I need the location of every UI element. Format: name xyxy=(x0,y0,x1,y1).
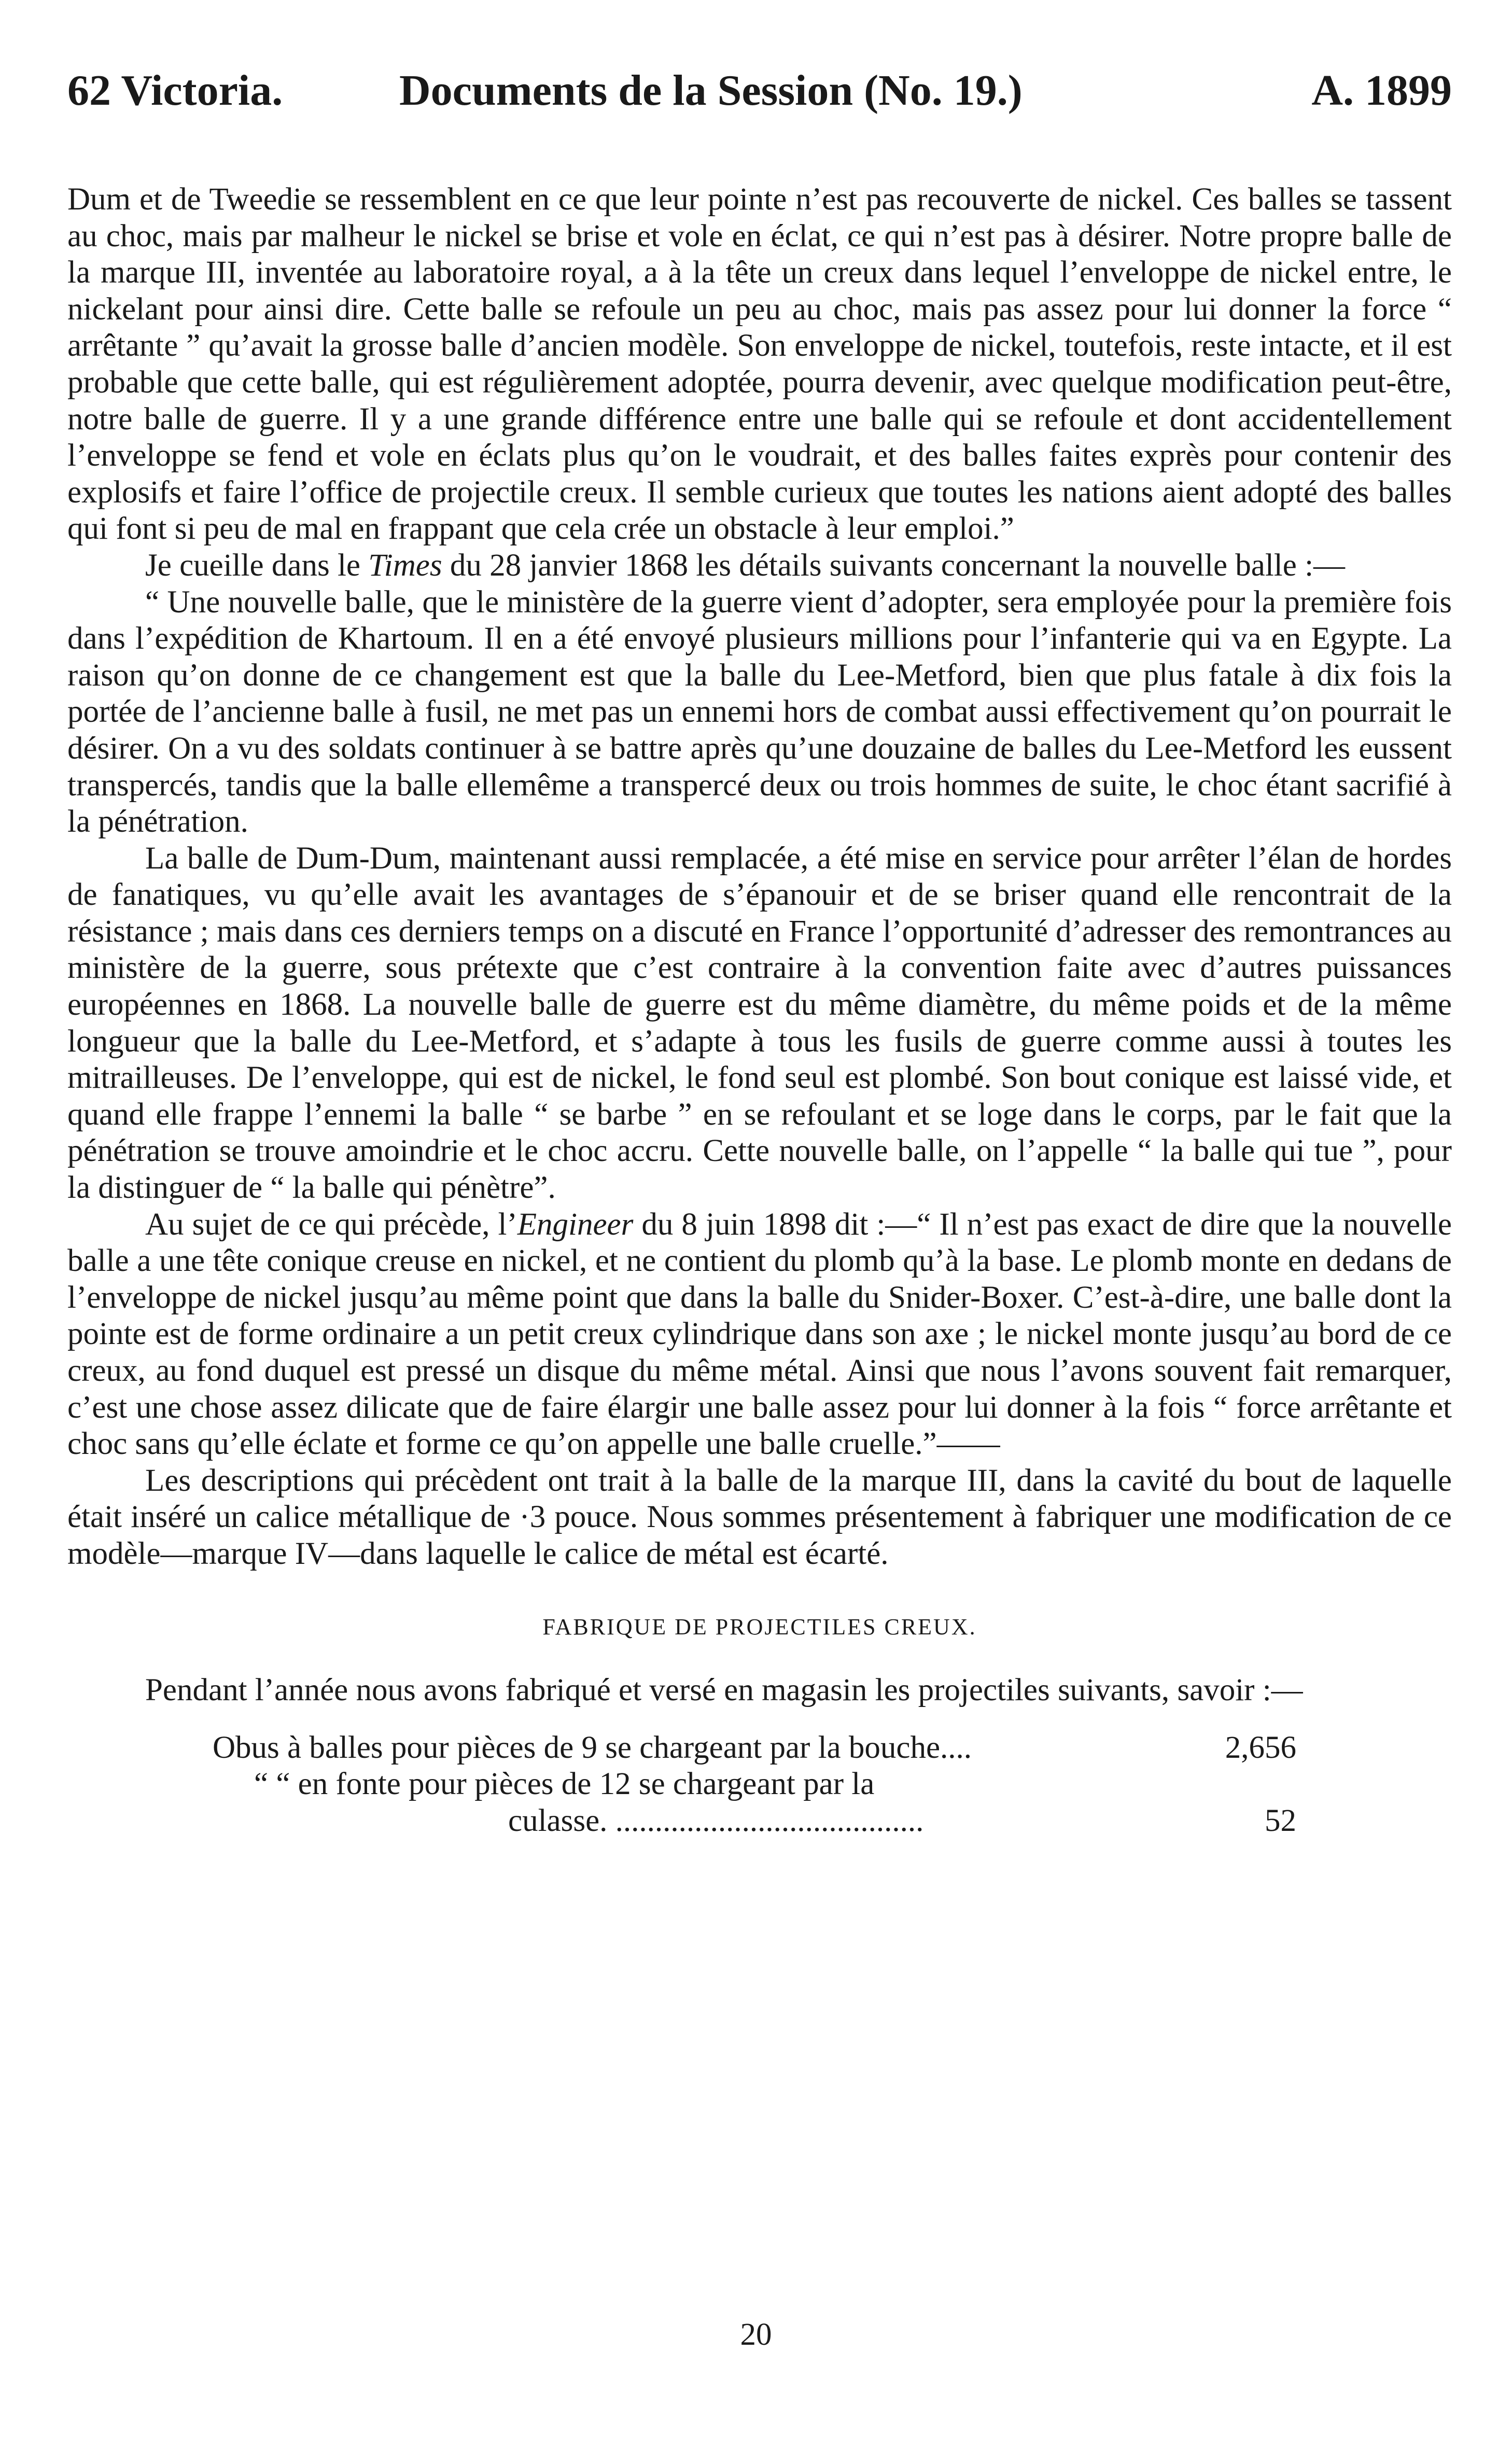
header-volume: 62 Victoria. xyxy=(67,66,283,115)
item-value: 52 xyxy=(1265,1803,1296,1838)
body-text xyxy=(67,181,1452,1709)
paragraph-times-intro xyxy=(67,548,1452,584)
document-page xyxy=(67,62,1452,1840)
engineer-intro-before: Au sujet de ce qui précède, l’ xyxy=(145,1207,517,1242)
item-label: “ “ en fonte pour pièces de 12 se chargeant par la xyxy=(254,1767,875,1802)
page-number: 20 xyxy=(740,2317,772,2352)
times-intro-before: Je cueille dans le xyxy=(145,548,369,583)
header-year: A. 1899 xyxy=(1311,66,1452,115)
section-title: FABRIQUE DE PROJECTILES CREUX. xyxy=(542,1614,977,1640)
header-title: Documents de la Session (No. 19.) xyxy=(399,66,1023,115)
list-item xyxy=(67,1766,1452,1803)
paragraph-continuation: Dum et de Tweedie se ressemblent en ce que leur pointe n’est pas recouverte de nickel. Ces balles se tassent au choc, mais par malheur le nickel se brise et vole en éclat, ce qui n’est pas à désirer. Notre propre balle de la marque III, inventée au laboratoire royal, a à la tête un creux dans lequel l’enveloppe de nickel entre, le nickelant pour ainsi dire. Cette balle se refoule un peu au choc, mais pas assez pour lui donner la force “ arrêtante ” qu’avait la grosse balle d’ancien modèle. Son enveloppe de nickel, toutefois, reste intacte, et il est probable que cette balle, qui est régulièrement adoptée, pourra devenir, avec quelque modification peut-être, notre balle de guerre. Il y a une grande différence entre une balle qui se refoule et dont accidentellement l’enveloppe se fend et vole en éclats plus qu’on le voudrait, et des balles faites exprès pour contenir des explosifs et faire l’office de projectile creux. Il semble curieux que toutes les nations aient adopté des balles qui font si peu de mal en frappant que cela crée un obstacle à leur emploi.” xyxy=(67,182,1452,547)
running-header xyxy=(67,62,1452,119)
list-item xyxy=(67,1730,1452,1767)
engineer-intro-after: du 8 juin 1898 dit :—“ Il n’est pas exact xyxy=(633,1207,1163,1242)
paragraph-engineer xyxy=(67,1207,1452,1463)
item-label: culasse. ....................................... xyxy=(508,1803,924,1838)
paragraph-quote-new-bullet: “ Une nouvelle balle, que le ministère de la guerre vient d’adopter, sera employée pour la première fois dans l’expédition de Khartoum. Il en a été envoyé plusieurs millions pour l’infanterie qui va en Egypte. La raison qu’on donne de ce changement est que la balle du Lee-Metford, bien que plus fatale à dix fois la portée de l’ancienne balle à fusil, ne met pas un ennemi hors de combat aussi effectivement qu’on pourrait le désirer. On a vu des soldats continuer à se battre après qu’une douzaine de balles du Lee-Metford les eussent transpercés, tandis que la balle ellemême a transpercé deux ou trois hommes de suite, le choc étant sacrifié à la pénétration. xyxy=(67,584,1452,839)
engineer-title: Engineer xyxy=(517,1207,634,1242)
item-label: Obus à balles pour pièces de 9 se chargeant par la bouche.... xyxy=(213,1730,972,1765)
engineer-quote: de dire que la nouvelle balle a une tête conique creuse en nickel, et ne contient du plomb qu’à la base. Le plomb monte en dedans de l’enveloppe de nickel jusqu’au même point que dans la balle du Snider-Boxer. C’est-à-dire, une balle dont la pointe est de forme ordinaire a un petit creux cylindrique dans son axe ; le nickel monte jusqu’au bord de ce creux, au fond duquel est pressé un disque du même métal. Ainsi que nous l’avons souvent fait remarquer, c’est une chose assez dilicate que de faire élargir une balle assez pour lui donner à la fois “ force arrêtante et choc sans qu’elle éclate et forme ce qu’on appelle une balle cruelle.”—— xyxy=(67,1207,1452,1462)
paragraph-dum-dum: La balle de Dum-Dum, maintenant aussi remplacée, a été mise en service pour arrêter l’élan de hordes de fanatiques, vu qu’elle avait les avantages de s’épanouir et de se briser quand elle rencontrait de la résistance ; mais dans ces derniers temps on a discuté en France l’opportunité d’adresser des remontrances au ministère de la guerre, sous prétexte que c’est contraire à la convention faite avec d’autres puissances européennes en 1868. La nouvelle balle de guerre est du même diamètre, du même poids et de la même longueur que la balle du Lee-Metford, et s’adapte à tous les fusils de guerre comme aussi à toutes les mitrailleuses. De l’enveloppe, qui est de nickel, le fond seul est plombé. Son bout conique est laissé vide, et quand elle frappe l’ennemi la balle “ se barbe ” en se refoulant et se loge dans le corps, par le fait que la pénétration se trouve amoindrie et le choc accru. Cette nouvelle balle, on l’appelle “ la balle qui tue ”, pour la distinguer de “ la balle qui pénètre”. xyxy=(67,841,1452,1206)
paragraph-descriptions: Les descriptions qui précèdent ont trait à la balle de la marque III, dans la cavité du bout de laquelle était inséré un calice métallique de ·3 pouce. Nous sommes présentement à fabriquer une modification de ce modèle—marque IV—dans laquelle le calice de métal est écarté. xyxy=(67,1463,1452,1571)
projectile-list xyxy=(67,1730,1452,1840)
paragraph-section-intro: Pendant l’année nous avons fabriqué et versé en magasin les projectiles suivants, savoir :— xyxy=(145,1673,1303,1708)
list-item xyxy=(67,1803,1452,1840)
times-intro-after: du 28 janvier 1868 les détails suivants concernant la nouvelle balle :— xyxy=(442,548,1346,583)
times-title: Times xyxy=(368,548,442,583)
item-value: 2,656 xyxy=(1225,1730,1296,1765)
